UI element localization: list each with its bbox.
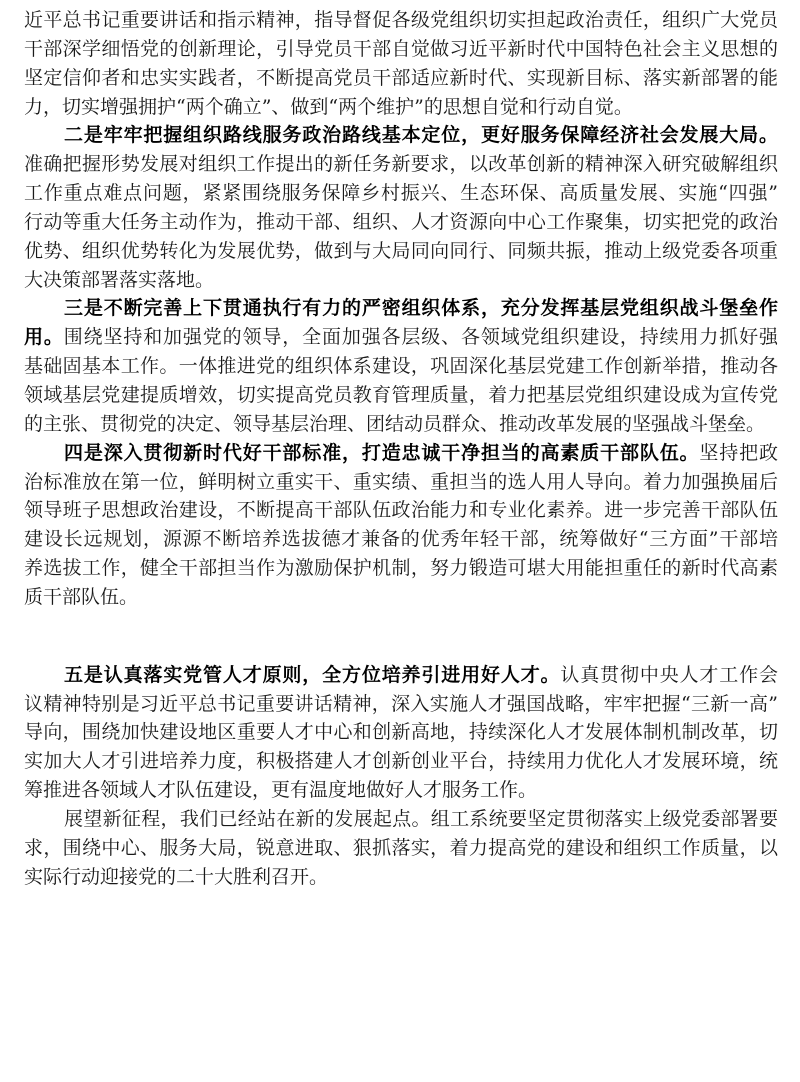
text-line: [24, 834, 778, 863]
body-text: 坚持把政: [699, 441, 778, 464]
text-line: [24, 237, 778, 266]
body-text: 干部深学细悟党的创新理论，引导党员干部自觉做习近平新时代中国特色社会主义思想的: [24, 37, 778, 60]
text-line: [24, 6, 778, 35]
text-line: [24, 323, 778, 352]
text-line: [24, 93, 778, 122]
text-line: [24, 439, 778, 468]
body-text: 领导班子思想政治建设，不断提高干部队伍政治能力和专业化素养。进一步完善干部队伍: [24, 499, 778, 522]
text-line: [24, 294, 778, 323]
text-line: [24, 690, 778, 719]
paragraph: [24, 661, 778, 805]
body-text: 围绕坚持和加强党的领导，全面加强各层级、各领域党组织建设，持续用力抓好强: [63, 326, 778, 349]
paragraph: [24, 439, 778, 612]
body-text: 行动等重大任务主动作为，推动干部、组织、人才资源向中心工作聚集，切实把党的政治: [24, 210, 778, 233]
body-text: 实加大人才引进培养力度，积极搭建人才创新创业平台，持续用力优化人才发展环境，统: [24, 750, 778, 773]
body-text: 近平总书记重要讲话和指示精神，指导督促各级党组织切实担起政治责任，组织广大党员: [24, 9, 778, 31]
text-line: [24, 863, 778, 892]
paragraph: [24, 805, 778, 892]
body-text: 坚定信仰者和忠实实践者，不断提高党员干部适应新时代、实现新目标、落实新部署的能: [24, 66, 778, 89]
text-line: [24, 410, 778, 439]
text-line: [24, 805, 778, 834]
body-text: 基础固基本工作。一体推进党的组织体系建设，巩固深化基层党建工作创新举措，推动各: [24, 355, 778, 378]
text-line: [24, 661, 778, 690]
bold-heading-text: 五是认真落实党管人才原则，全方位培养引进用好人才。: [64, 663, 561, 686]
bold-heading-text: 四是深入贯彻新时代好干部标准，打造忠诚干净担当的高素质干部队伍。: [64, 441, 700, 464]
body-text: 优势、组织优势转化为发展优势，做到与大局同向同行、同频共振，推动上级党委各项重: [24, 239, 778, 262]
text-line: [24, 352, 778, 381]
body-text: 展望新征程，我们已经站在新的发展起点。组工系统要坚定贯彻落实上级党委部署要: [64, 807, 778, 830]
bold-heading-text: 三是不断完善上下贯通执行有力的严密组织体系，充分发挥基层党组织战斗堡垒作: [64, 297, 778, 320]
body-text: 实际行动迎接党的二十大胜利召开。: [24, 865, 329, 888]
body-text: 工作重点难点问题，紧紧围绕服务保障乡村振兴、生态环保、高质量发展、实施“四强”: [24, 182, 778, 205]
text-line: [24, 554, 778, 583]
bold-heading-text: 二是牢牢把握组织路线服务政治路线基本定位，更好服务保障经济社会发展大局。: [64, 124, 778, 147]
body-text: 质干部队伍。: [24, 585, 139, 608]
text-line: [24, 121, 778, 150]
text-line: [24, 266, 778, 295]
body-text: 治标准放在第一位，鲜明树立重实干、重实绩、重担当的选人用人导向。着力加强换届后: [24, 470, 778, 493]
body-text: 养选拔工作，健全干部担当作为激励保护机制，努力锻造可堪大用能担重任的新时代高素: [24, 557, 778, 580]
body-text: 筹推进各领域人才队伍建设，更有温度地做好人才服务工作。: [24, 779, 538, 802]
body-text: 领域基层党建提质增效，切实提高党员教育管理质量，着力把基层党组织建设成为宣传党: [24, 383, 778, 406]
body-text: 认真贯彻中央人才工作会: [560, 663, 778, 686]
text-line: [24, 64, 778, 93]
text-line: [24, 468, 778, 497]
body-text: 准确把握形势发展对组织工作提出的新任务新要求，以改革创新的精神深入研究破解组织: [24, 153, 778, 176]
text-line: [24, 150, 778, 179]
body-text: 大决策部署落实落地。: [24, 268, 215, 291]
text-line: [24, 583, 778, 612]
body-text: 求，围绕中心、服务大局，锐意进取、狠抓落实，着力提高党的建设和组织工作质量，以: [24, 836, 778, 859]
body-text: 力，切实增强拥护“两个确立”、做到“两个维护”的思想自觉和行动自觉。: [24, 95, 633, 118]
paragraph: [24, 121, 778, 294]
text-line: [24, 381, 778, 410]
text-line: [24, 718, 778, 747]
paragraph: [24, 294, 778, 438]
body-text: 导向，围绕加快建设地区重要人才中心和创新高地，持续深化人才发展体制机制改革，切: [24, 721, 778, 744]
document-body: [24, 6, 778, 891]
paragraph: [24, 6, 778, 121]
text-line: [24, 747, 778, 776]
bold-heading-text: 用。: [24, 326, 64, 349]
text-line: [24, 525, 778, 554]
body-text: 的主张、贯彻党的决定、领导基层治理、团结动员群众、推动改革发展的坚强战斗堡垒。: [24, 412, 766, 435]
body-text: 议精神特别是习近平总书记重要讲话精神，深入实施人才强国战略，牢牢把握“三新一高”: [24, 692, 778, 715]
text-line: [24, 208, 778, 237]
text-line: [24, 179, 778, 208]
text-line: [24, 776, 778, 805]
text-line: [24, 496, 778, 525]
body-text: 建设长远规划，源源不断培养选拔德才兼备的优秀年轻干部，统筹做好“三方面”干部培: [24, 528, 778, 551]
text-line: [24, 35, 778, 64]
